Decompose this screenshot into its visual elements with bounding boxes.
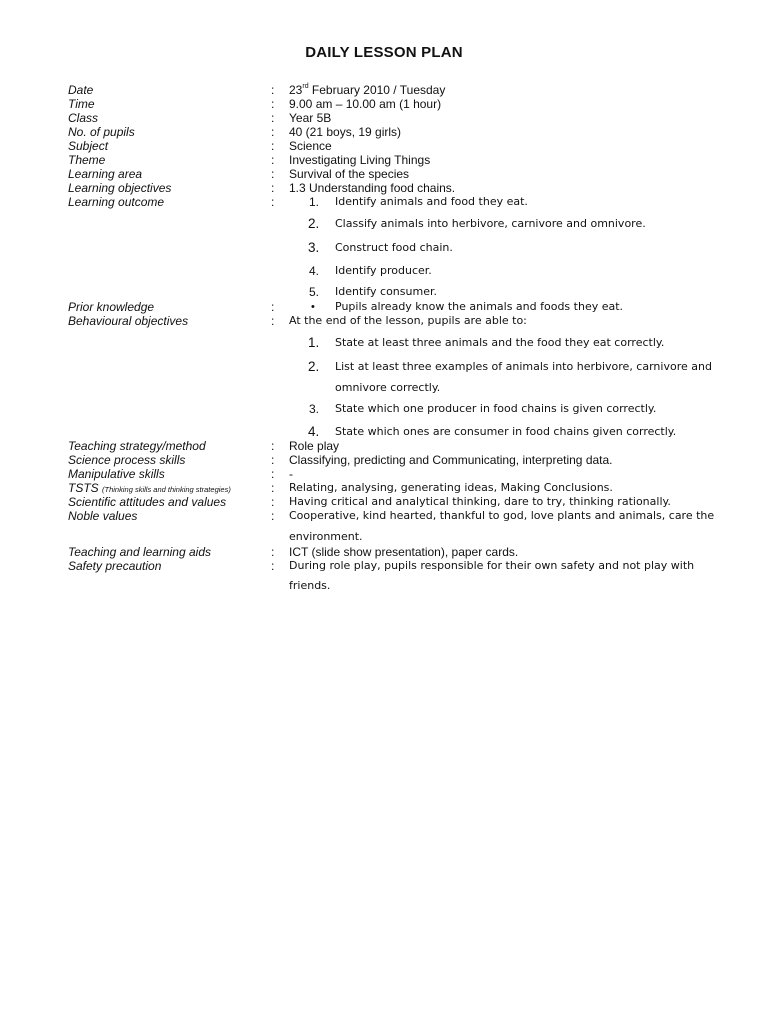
value-theme: Investigating Living Things bbox=[289, 153, 431, 167]
label-noble-values: Noble values bbox=[68, 509, 138, 523]
outcome-number: 3. bbox=[308, 240, 320, 255]
row-scientific-attitudes bbox=[0, 495, 768, 509]
colon: : bbox=[271, 300, 275, 314]
behavioural-text: State which ones are consumer in food chains given correctly. bbox=[335, 425, 677, 438]
row-manipulative bbox=[0, 467, 768, 481]
label-science-process: Science process skills bbox=[68, 453, 186, 467]
value-learning-area: Survival of the species bbox=[289, 167, 410, 181]
outcome-text: Identify animals and food they eat. bbox=[335, 195, 528, 208]
label-theme: Theme bbox=[68, 153, 106, 167]
behavioural-number: 4. bbox=[308, 424, 320, 439]
value-date: 23rd February 2010 / Tuesday bbox=[289, 83, 446, 97]
row-safety bbox=[0, 559, 768, 573]
bullet-icon: • bbox=[311, 301, 315, 313]
colon: : bbox=[271, 314, 275, 328]
colon: : bbox=[271, 181, 275, 195]
label-learning-outcome: Learning outcome bbox=[68, 195, 165, 209]
label-learning-objectives: Learning objectives bbox=[68, 181, 172, 195]
value-scientific-attitudes: Having critical and analytical thinking, dare to try, thinking rationally. bbox=[289, 495, 671, 508]
row-science-process bbox=[0, 453, 768, 467]
label-teaching-strategy: Teaching strategy/method bbox=[68, 439, 206, 453]
label-learning-area: Learning area bbox=[68, 167, 143, 181]
behavioural-number: 3. bbox=[309, 402, 320, 416]
colon: : bbox=[271, 97, 275, 111]
outcome-number: 2. bbox=[308, 216, 320, 231]
value-safety-continued: friends. bbox=[289, 579, 331, 592]
value-safety: During role play, pupils responsible for their own safety and not play with bbox=[289, 559, 695, 572]
outcome-text: Identify consumer. bbox=[335, 285, 437, 298]
page-title: DAILY LESSON PLAN bbox=[305, 44, 463, 61]
behavioural-text-continued: omnivore correctly. bbox=[335, 381, 441, 394]
outcome-text: Construct food chain. bbox=[335, 241, 453, 254]
label-class: Class bbox=[68, 111, 99, 125]
label-prior-knowledge: Prior knowledge bbox=[68, 300, 155, 314]
label-subject: Subject bbox=[68, 139, 109, 153]
value-manipulative: - bbox=[289, 467, 293, 481]
outcome-text: Classify animals into herbivore, carnivore and omnivore. bbox=[335, 217, 646, 230]
label-date: Date bbox=[68, 83, 94, 97]
row-subject bbox=[0, 139, 768, 153]
value-noble-values: Cooperative, kind hearted, thankful to god, love plants and animals, care the bbox=[289, 509, 715, 522]
value-class: Year 5B bbox=[289, 111, 332, 125]
behavioural-number: 1. bbox=[308, 335, 320, 350]
label-safety: Safety precaution bbox=[68, 559, 162, 573]
value-noble-values-continued: environment. bbox=[289, 530, 363, 543]
behavioural-text: State at least three animals and the food they eat correctly. bbox=[335, 336, 665, 349]
row-class bbox=[0, 111, 768, 125]
row-prior-knowledge bbox=[0, 300, 768, 314]
outcome-number: 1. bbox=[309, 195, 320, 209]
label-scientific-attitudes: Scientific attitudes and values bbox=[68, 495, 227, 509]
outcome-number: 4. bbox=[309, 264, 320, 278]
colon: : bbox=[271, 83, 275, 97]
colon: : bbox=[271, 481, 275, 495]
behavioural-text: List at least three examples of animals into herbivore, carnivore and bbox=[335, 360, 712, 373]
colon: : bbox=[271, 467, 275, 481]
colon: : bbox=[271, 111, 275, 125]
value-subject: Science bbox=[289, 139, 332, 153]
label-pupils: No. of pupils bbox=[68, 125, 135, 139]
value-teaching-aids: ICT (slide show presentation), paper cards. bbox=[289, 545, 519, 559]
value-tsts: Relating, analysing, generating ideas, Making Conclusions. bbox=[289, 481, 613, 494]
row-noble-values bbox=[0, 509, 768, 523]
label-manipulative: Manipulative skills bbox=[68, 467, 165, 481]
colon: : bbox=[271, 545, 275, 559]
value-teaching-strategy: Role play bbox=[289, 439, 340, 453]
value-learning-objectives: 1.3 Understanding food chains. bbox=[289, 181, 456, 195]
value-prior-knowledge: Pupils already know the animals and foods they eat. bbox=[335, 300, 624, 313]
row-learning-objectives bbox=[0, 181, 768, 195]
label-behavioural-objectives: Behavioural objectives bbox=[68, 314, 189, 328]
label-tsts: TSTS (Thinking skills and thinking strategies) bbox=[68, 481, 231, 495]
label-time: Time bbox=[68, 97, 95, 111]
value-time: 9.00 am – 10.00 am (1 hour) bbox=[289, 97, 442, 111]
colon: : bbox=[271, 559, 275, 573]
row-tsts bbox=[0, 481, 768, 495]
colon: : bbox=[271, 509, 275, 523]
value-pupils: 40 (21 boys, 19 girls) bbox=[289, 125, 402, 139]
behavioural-number: 2. bbox=[308, 359, 320, 374]
colon: : bbox=[271, 495, 275, 509]
label-teaching-aids: Teaching and learning aids bbox=[68, 545, 211, 559]
colon: : bbox=[271, 453, 275, 467]
colon: : bbox=[271, 167, 275, 181]
row-time bbox=[0, 97, 768, 111]
colon: : bbox=[271, 139, 275, 153]
row-behavioural-objectives bbox=[0, 314, 768, 328]
value-behavioural-intro: At the end of the lesson, pupils are able to: bbox=[289, 314, 527, 327]
row-pupils bbox=[0, 125, 768, 139]
row-teaching-aids bbox=[0, 545, 768, 559]
row-teaching-strategy bbox=[0, 439, 768, 453]
outcome-text: Identify producer. bbox=[335, 264, 432, 277]
row-date bbox=[0, 83, 768, 97]
outcome-number: 5. bbox=[309, 285, 320, 299]
colon: : bbox=[271, 195, 275, 209]
row-theme bbox=[0, 153, 768, 167]
behavioural-text: State which one producer in food chains is given correctly. bbox=[335, 402, 657, 415]
colon: : bbox=[271, 125, 275, 139]
colon: : bbox=[271, 153, 275, 167]
row-learning-area bbox=[0, 167, 768, 181]
value-science-process: Classifying, predicting and Communicating, interpreting data. bbox=[289, 453, 613, 467]
colon: : bbox=[271, 439, 275, 453]
